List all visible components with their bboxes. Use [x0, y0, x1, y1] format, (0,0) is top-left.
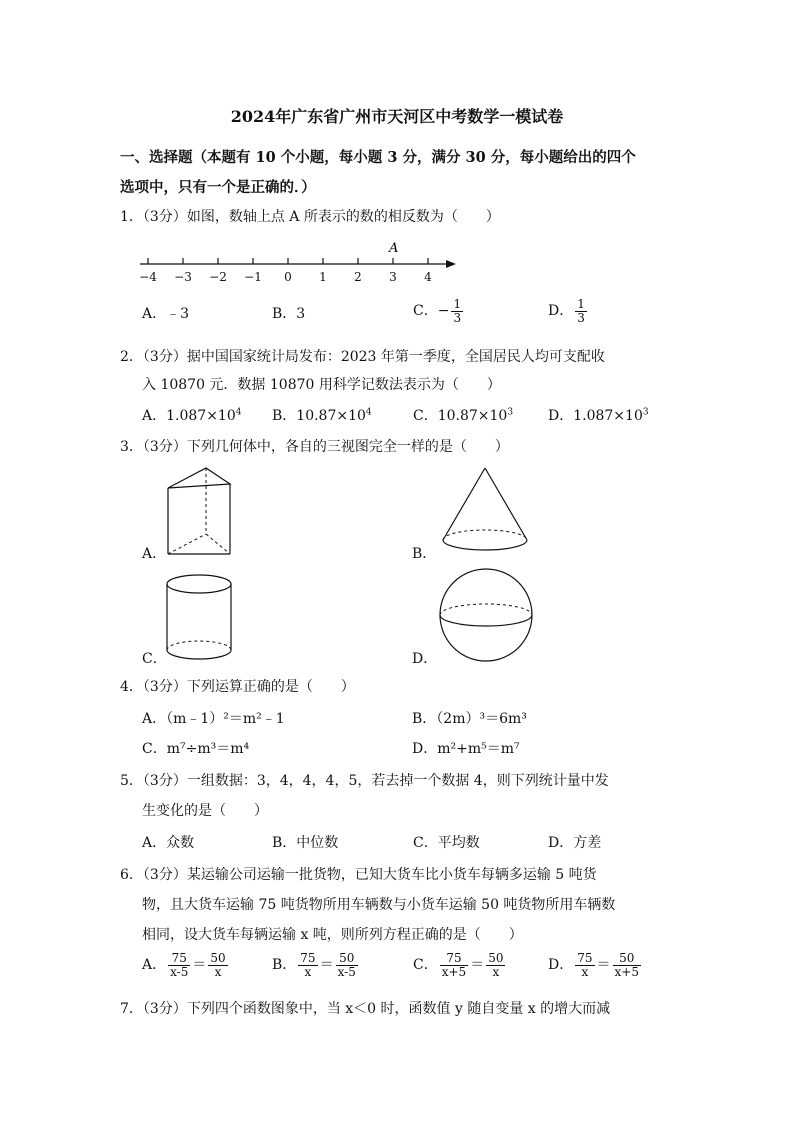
- q3-label-c: C．: [142, 651, 167, 667]
- question-6-line3: 相同，设大货车每辆运输 x 吨，则所列方程正确的是（ ）: [142, 927, 523, 943]
- question-3-text: 3．（3分）下列几何体中，各自的三视图完全一样的是（ ）: [120, 439, 509, 455]
- q3-label-a: A．: [142, 546, 167, 562]
- q5-option-b: B．中位数: [272, 835, 339, 851]
- question-5-line2: 生变化的是（ ）: [142, 803, 268, 819]
- axis-tick-label: 1: [319, 270, 327, 284]
- q3-label-b: B．: [412, 546, 437, 562]
- question-1-text: 1．（3分）如图，数轴上点 A 所表示的数的相反数为（ ）: [120, 209, 500, 225]
- question-6-line2: 物，且大货车运输 75 吨货物所用车辆数与小货车运输 50 吨货物所用车辆数: [142, 897, 616, 913]
- q5-option-c: C．平均数: [413, 835, 480, 851]
- q2-option-d: D．$1.087\times 10^3$: [548, 407, 649, 424]
- q5-option-d: D．方差: [548, 835, 602, 851]
- axis-tick-label: −4: [139, 270, 157, 284]
- q4-option-b: B．（2m）³＝6m³: [412, 711, 527, 727]
- cylinder-figure: [163, 572, 237, 664]
- q1-option-d: D． $\frac{1}{3}$: [548, 297, 585, 325]
- section-heading-line2: 选项中，只有一个是正确的．）: [120, 179, 316, 196]
- axis-tick-label: 4: [424, 270, 432, 284]
- q6-option-b: B． $\frac{75}{x}$ ＝ $\frac{50}{x-5}$: [272, 951, 356, 979]
- axis-tick-label: −2: [209, 270, 227, 284]
- axis-tick-label: 0: [284, 270, 292, 284]
- q6-option-c: C． $\frac{75}{x+5}$ ＝ $\frac{50}{x}$: [413, 951, 504, 979]
- point-a-label: A: [389, 241, 399, 256]
- q3-label-d: D．: [412, 651, 438, 667]
- section-heading-line1: 一、选择题（本题有 10 个小题，每小题 3 分，满分 30 分，每小题给出的四个: [120, 149, 636, 166]
- axis-tick-label: 3: [389, 270, 397, 284]
- cone-figure: [435, 466, 535, 558]
- question-5-line1: 5．（3分）一组数据：3，4，4，4，5，若去掉一个数据 4，则下列统计量中发: [120, 773, 609, 789]
- number-line: [130, 236, 460, 266]
- question-7-line1: 7．（3分）下列四个函数图象中，当 x＜0 时，函数值 y 随自变量 x 的增大而减: [120, 1001, 611, 1017]
- q6-option-d: D． $\frac{75}{x}$ ＝ $\frac{50}{x+5}$: [548, 951, 639, 979]
- q2-option-c: C．$10.87\times 10^3$: [413, 407, 514, 424]
- question-6-line1: 6．（3分）某运输公司运输一批货物，已知大货车比小货车每辆多运输 5 吨货: [120, 867, 597, 883]
- triangular-prism-figure: [160, 464, 240, 559]
- q6-option-a: A． $\frac{75}{x-5}$ ＝ $\frac{50}{x}$: [142, 951, 226, 979]
- q4-option-c: C．m⁷÷m³＝m⁴: [142, 741, 250, 757]
- q4-option-d: D．m²+m⁵＝m⁷: [412, 741, 520, 757]
- q4-option-a: A．（m﹣1）²＝m²﹣1: [142, 711, 285, 727]
- sphere-figure: [438, 566, 534, 664]
- q2-option-b: B．$10.87\times 10^4$: [272, 407, 372, 424]
- axis-tick-label: 2: [354, 270, 362, 284]
- question-4-text: 4．（3分）下列运算正确的是（ ）: [120, 679, 355, 695]
- page-title: 2024年广东省广州市天河区中考数学一模试卷: [230, 107, 564, 126]
- q5-option-a: A．众数: [142, 835, 195, 851]
- axis-tick-label: −1: [244, 270, 262, 284]
- question-2-line1: 2．（3分）据中国国家统计局发布：2023 年第一季度，全国居民人均可支配收: [120, 349, 605, 365]
- q1-option-b: B．3: [272, 306, 306, 322]
- q2-option-a: A．$1.087\times 10^4$: [142, 407, 242, 424]
- question-2-line2: 入 10870 元．数据 10870 用科学记数法表示为（ ）: [142, 377, 501, 393]
- axis-tick-label: −3: [174, 270, 192, 284]
- q1-option-a: A．﹣3: [142, 306, 190, 322]
- q1-option-c: C．− $\frac{1}{3}$: [413, 297, 462, 325]
